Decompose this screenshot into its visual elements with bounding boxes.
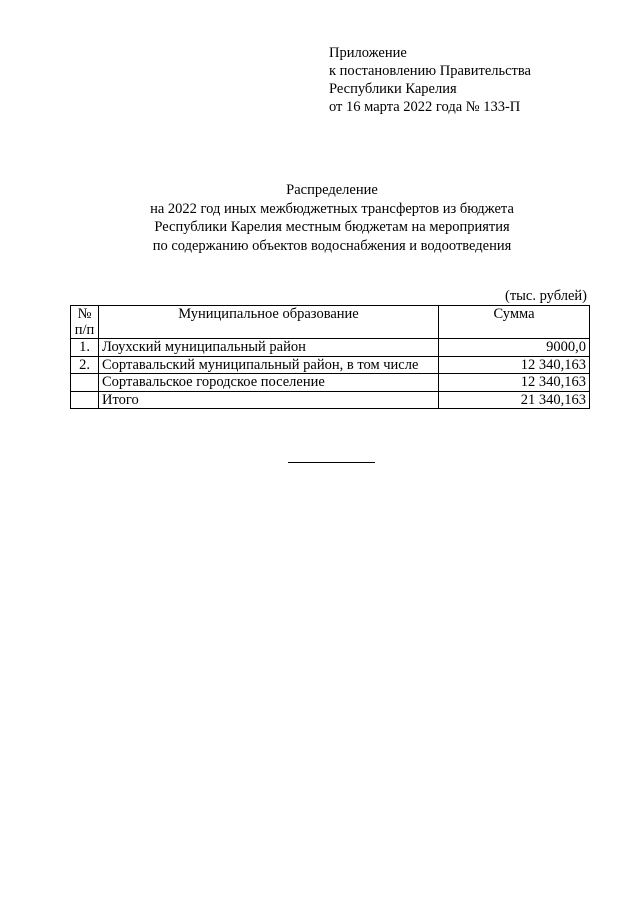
title-line-3: Республики Карелия местным бюджетам на мероприятия <box>154 219 510 235</box>
row-municipality: Сортавальский муниципальный район, в том числе <box>99 356 439 374</box>
appendix-line-1: Приложение <box>329 45 407 61</box>
table-row <box>71 356 590 374</box>
header-number <box>71 306 99 339</box>
row-municipality: Лоухский муниципальный район <box>99 339 439 357</box>
header-municipality: Муниципальное образование <box>99 306 439 339</box>
table-total-row <box>71 391 590 409</box>
appendix-line-3: Республики Карелия <box>329 81 457 97</box>
row-number <box>71 374 99 392</box>
document-title <box>0 181 640 255</box>
appendix-line-2: к постановлению Правительства <box>329 63 531 79</box>
row-sum: 21 340,163 <box>439 391 590 409</box>
row-number: 1. <box>71 339 99 357</box>
header-number-line-1: № <box>77 306 92 322</box>
row-sum: 12 340,163 <box>439 356 590 374</box>
appendix-header <box>329 44 531 116</box>
header-number-line-2: п/п <box>74 322 95 338</box>
title-line-2: на 2022 год иных межбюджетных трансфертов из бюджета <box>150 200 514 217</box>
end-divider <box>288 462 375 463</box>
appendix-line-4: от 16 марта 2022 года № 133-П <box>329 99 521 115</box>
header-sum: Сумма <box>439 306 590 339</box>
row-municipality: Сортавальское городское поселение <box>99 374 439 392</box>
row-number <box>71 391 99 409</box>
table-header-row <box>71 306 590 339</box>
row-number: 2. <box>71 356 99 374</box>
distribution-table <box>70 305 590 409</box>
units-label: (тыс. рублей) <box>505 288 587 304</box>
title-line-4: по содержанию объектов водоснабжения и водоотведения <box>152 237 512 254</box>
row-sum: 9000,0 <box>439 339 590 357</box>
row-municipality: Итого <box>99 391 439 409</box>
table-row <box>71 339 590 357</box>
title-line-1: Распределение <box>286 182 378 198</box>
table-row <box>71 374 590 392</box>
row-sum: 12 340,163 <box>439 374 590 392</box>
